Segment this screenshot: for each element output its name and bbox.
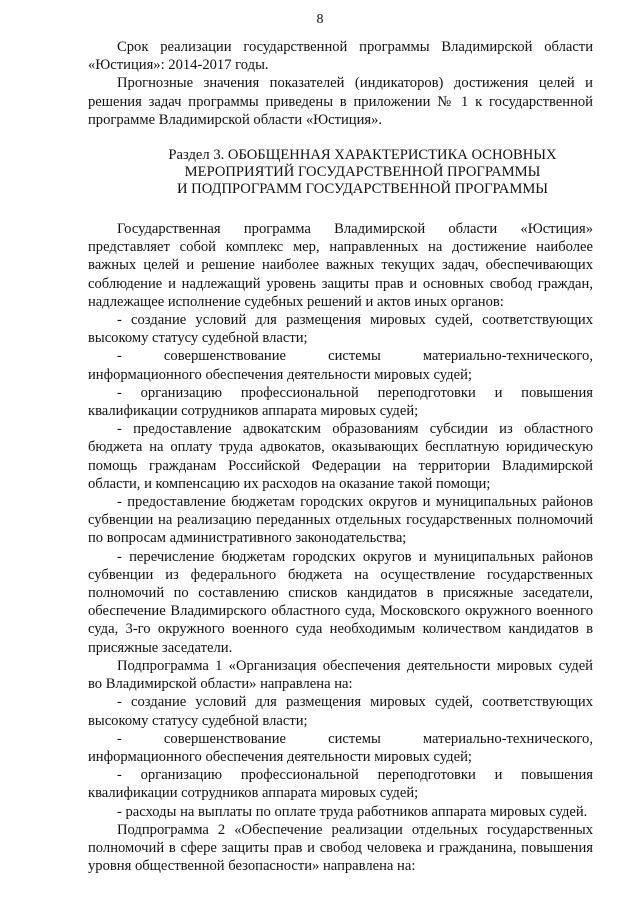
- list-item: - совершенствование системы материально-технического, информационного обеспечения деятельности мировых судей;: [88, 730, 593, 765]
- list-item: - создание условий для размещения мировых судей, соответствующих высокому статусу судебной власти;: [88, 312, 593, 347]
- list-item: - организацию профессиональной переподготовки и повышения квалификации сотрудников аппарата мировых судей;: [88, 767, 593, 802]
- list-item: - совершенствование системы материально-технического, информационного обеспечения деятельности мировых судей;: [88, 348, 593, 383]
- document-content: [88, 38, 593, 875]
- program-description-paragraph: Государственная программа Владимирской области «Юстиция» представляет собой комплекс мер, направленных на достижение наиболее важных целей и решение наиболее важных текущих задач, обеспечивающих соблюдение и надлежащий уровень защиты прав и основных свобод граждан, надлежащее исполнение судебных решений и актов иных органов:: [88, 221, 593, 310]
- list-item: - перечисление бюджетам городских округов и муниципальных районов субвенции из федерального бюджета на осуществление государственных полномочий по составлению списков кандидатов в присяжные заседатели, обеспечение Владимирского областного суда, Московского окружного военного суда, 3-го окружного военного суда необходимым количеством кандидатов в присяжные заседатели.: [88, 548, 593, 656]
- section-heading-line: Раздел 3. ОБОБЩЕННАЯ ХАРАКТЕРИСТИКА ОСНОВНЫХ: [168, 147, 557, 164]
- indicators-paragraph: Прогнозные значения показателей (индикаторов) достижения целей и решения задач программы приведены в приложении № 1 к государственной программе Владимирской области «Юстиция».: [88, 75, 593, 128]
- section-heading-line: И ПОДПРОГРАММ ГОСУДАРСТВЕННОЙ ПРОГРАММЫ: [176, 181, 549, 198]
- program-term-paragraph: Срок реализации государственной программы Владимирской области «Юстиция»: 2014-2017 годы.: [88, 39, 593, 74]
- list-item: - расходы на выплаты по оплате труда работников аппарата мировых судей.: [117, 803, 588, 820]
- subprogram-2-paragraph: Подпрограмма 2 «Обеспечение реализации отдельных государственных полномочий в сфере защиты прав и свобод человека и гражданина, повышения уровня общественной безопасности» направлена на:: [88, 821, 593, 875]
- list-item: - организацию профессиональной переподготовки и повышения квалификации сотрудников аппарата мировых судей;: [88, 384, 593, 420]
- section-heading-line: МЕРОПРИЯТИЙ ГОСУДАРСТВЕННОЙ ПРОГРАММЫ: [184, 164, 541, 181]
- list-item: - предоставление бюджетам городских округов и муниципальных районов субвенции на реализацию переданных отдельных государственных полномочий по вопросам административного законодательства;: [88, 494, 593, 547]
- page-number: 8: [316, 12, 324, 27]
- section-heading: [88, 147, 593, 198]
- list-item: - предоставление адвокатским образованиям субсидии из областного бюджета на оплату труда адвокатов, оказывающих бесплатную юридическую помощь гражданам Российской Федерации на территории Владимирской области, и компенсацию их расходов на оказание такой помощи;: [88, 421, 593, 492]
- list-item: - создание условий для размещения мировых судей, соответствующих высокому статусу судебной власти;: [88, 694, 593, 729]
- subprogram-1-paragraph: Подпрограмма 1 «Организация обеспечения деятельности мировых судей во Владимирской области» направлена на:: [88, 657, 593, 693]
